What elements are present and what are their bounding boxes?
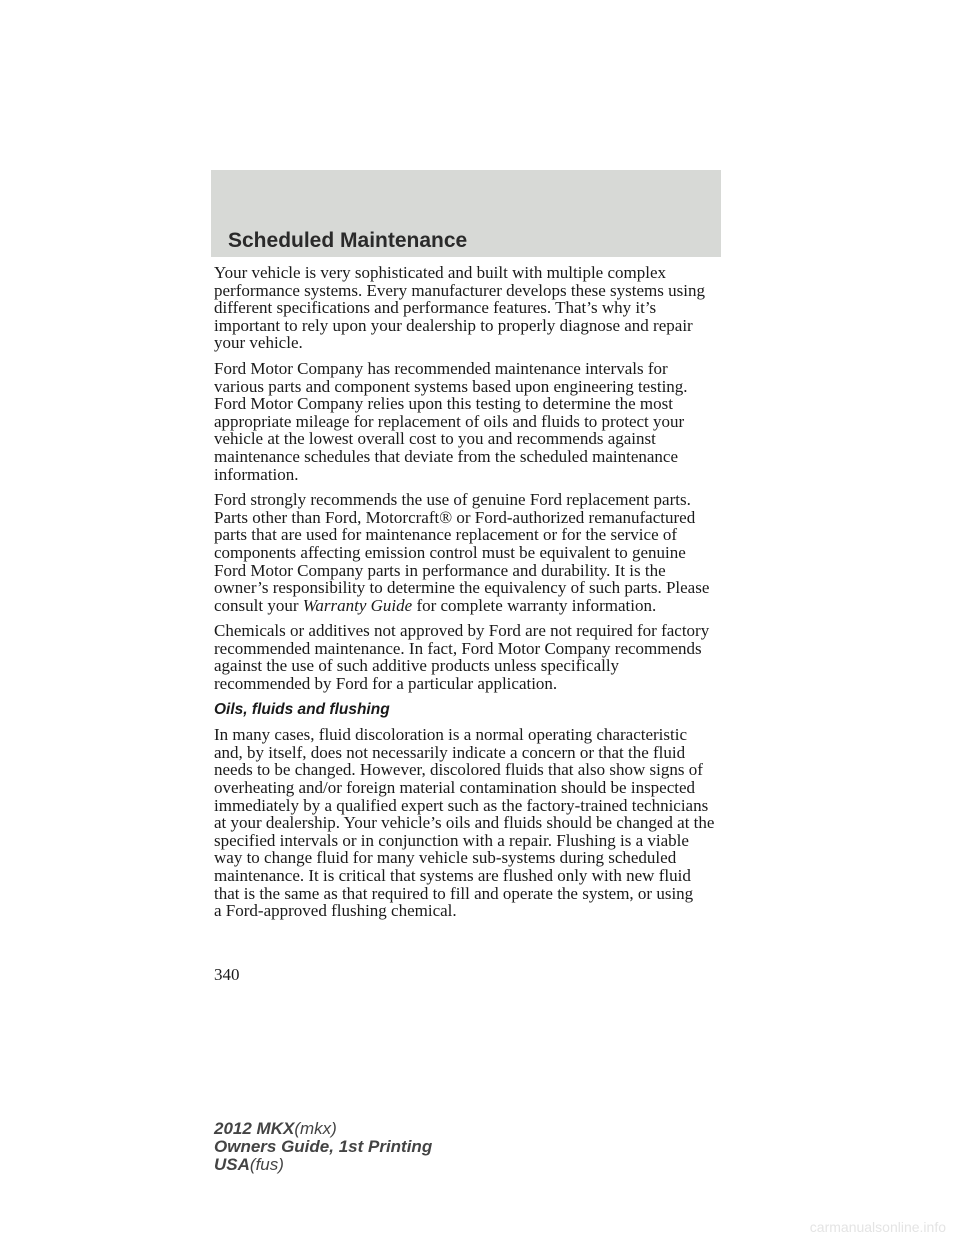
- text-line: immediately by a qualified expert such as the factory-trained technicians: [214, 795, 709, 815]
- text-line: Ford Motor Company parts in performance and durability. It is the: [214, 560, 666, 580]
- page-number: 340: [214, 965, 240, 984]
- footer-line-market: [214, 1156, 432, 1174]
- footer-imprint: [214, 1120, 432, 1174]
- text-line: Ford strongly recommends the use of genuine Ford replacement parts.: [214, 490, 691, 510]
- text-line: important to rely upon your dealership to properly diagnose and repair: [214, 315, 693, 335]
- footer-line-edition: [214, 1138, 432, 1156]
- text-line: Your vehicle is very sophisticated and built with multiple complex: [214, 263, 667, 282]
- section-subheading: Oils, fluids and flushing: [214, 700, 390, 718]
- text-line: at your dealership. Your vehicle’s oils and fluids should be changed at the: [214, 813, 715, 833]
- paragraph-2: [214, 360, 734, 483]
- warranty-guide-title: Warranty Guide: [302, 595, 413, 615]
- text-line: information.: [214, 464, 299, 484]
- footer-market-code: (fus): [249, 1155, 284, 1174]
- text-fragment: consult your: [214, 595, 303, 615]
- text-line: overheating and/or foreign material contamination should be inspected: [214, 778, 696, 798]
- paragraph-1: [214, 264, 734, 352]
- text-line: maintenance. It is critical that systems are flushed only with new fluid: [214, 866, 691, 885]
- footer-market: USA: [214, 1155, 250, 1174]
- text-line: different specifications and performance features. That’s why it’s: [214, 298, 657, 318]
- text-line: needs to be changed. However, discolored fluids that also show signs of: [214, 760, 703, 780]
- text-line: Ford Motor Company has recommended maintenance intervals for: [214, 358, 668, 378]
- footer-model-code: (mkx): [294, 1119, 337, 1138]
- paragraph-3: [214, 491, 734, 614]
- text-line: owner’s responsibility to determine the equivalency of such parts. Please: [214, 578, 710, 598]
- text-line: recommended maintenance. In fact, Ford Motor Company recommends: [214, 638, 702, 658]
- text-line: Parts other than Ford, Motorcraft® or Ford-authorized remanufactured: [214, 507, 696, 527]
- text-line: Chemicals or additives not approved by Ford are not required for factory: [214, 621, 710, 641]
- paragraph-4: [214, 622, 734, 692]
- text-line: parts that are used for maintenance replacement or for the service of: [214, 525, 678, 545]
- text-line: various parts and component systems based upon engineering testing.: [214, 376, 688, 396]
- text-line: performance systems. Every manufacturer develops these systems using: [214, 280, 705, 300]
- text-line: appropriate mileage for replacement of oils and fluids to protect your: [214, 411, 685, 431]
- text-fragment: for complete warranty information.: [412, 595, 657, 615]
- text-line: components affecting emission control must be equivalent to genuine: [214, 542, 686, 562]
- text-line: and, by itself, does not necessarily indicate a concern or that the fluid: [214, 742, 686, 762]
- page-title: Scheduled Maintenance: [228, 229, 468, 252]
- footer-line-model: [214, 1120, 432, 1138]
- text-line: against the use of such additive products unless specifically: [214, 656, 620, 676]
- paragraph-5: [214, 726, 734, 920]
- text-line: specified intervals or in conjunction with a repair. Flushing is a viable: [214, 830, 689, 850]
- text-line: a Ford-approved flushing chemical.: [214, 901, 457, 921]
- text-line: vehicle at the lowest overall cost to you and recommends against: [214, 429, 656, 449]
- footer-model: 2012 MKX: [214, 1119, 295, 1138]
- text-line: [214, 597, 734, 615]
- footer-edition: Owners Guide, 1st Printing: [214, 1137, 433, 1156]
- text-line: In many cases, fluid discoloration is a normal operating characteristic: [214, 725, 688, 745]
- watermark: carmanualsonline.info: [809, 1219, 946, 1235]
- text-line: your vehicle.: [214, 333, 303, 353]
- body-text: [214, 264, 734, 928]
- text-line: recommended by Ford for a particular application.: [214, 674, 558, 694]
- text-line: maintenance schedules that deviate from the scheduled maintenance: [214, 446, 678, 466]
- text-line: way to change fluid for many vehicle sub-systems during scheduled: [214, 848, 677, 868]
- text-line: Ford Motor Company relies upon this testing to determine the most: [214, 394, 673, 414]
- text-line: that is the same as that required to fill and operate the system, or using: [214, 883, 694, 903]
